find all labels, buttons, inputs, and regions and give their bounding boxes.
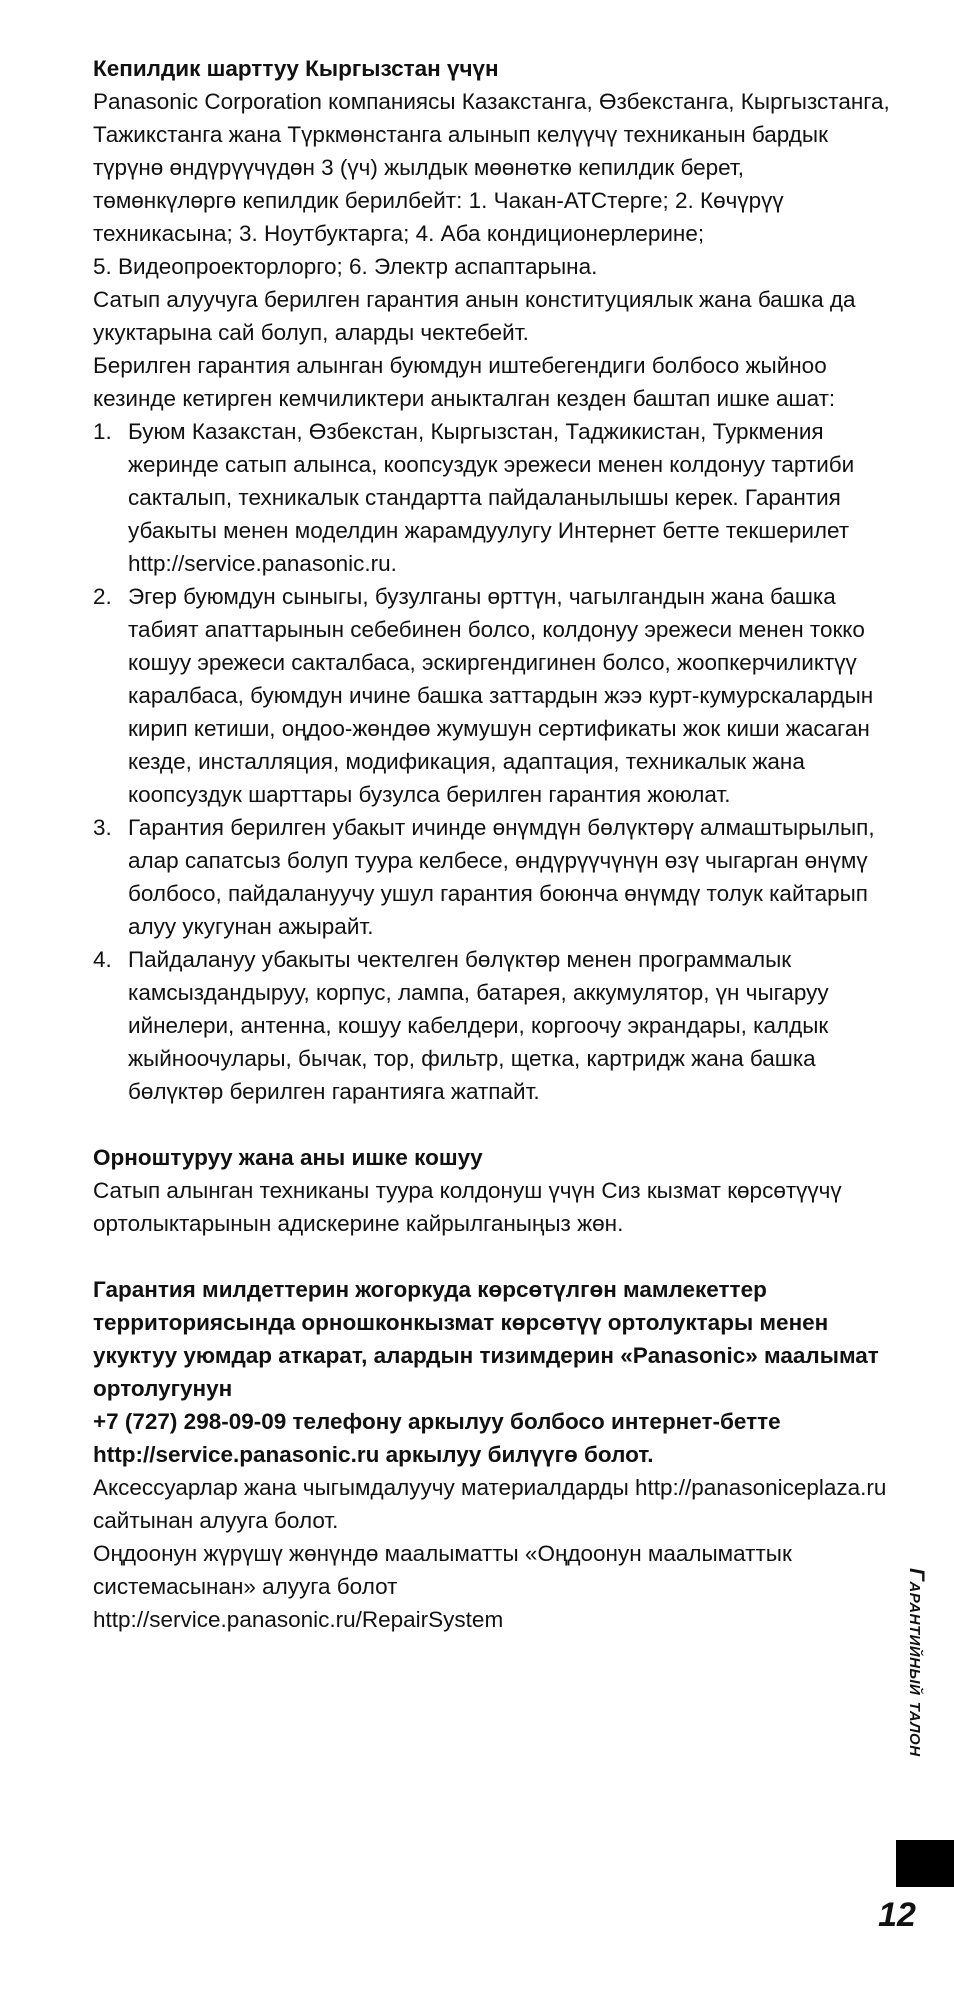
list-item-number: 1. xyxy=(93,419,112,444)
accessories-text: Аксессуарлар жана чыгымдалуучу материалдарды http://panasoniceplaza.ru сайтынан алууга болот. xyxy=(93,1475,887,1533)
repair-system-url: http://service.panasonic.ru/RepairSystem xyxy=(93,1607,504,1632)
list-item-number: 2. xyxy=(93,584,112,609)
repair-info-text: Оңдоонун жүрүшү жөнүндө маалыматты «Оңдоонун маалыматтык системасынан» алууга болот xyxy=(93,1541,792,1599)
list-item-text: Гарантия берилген убакыт ичинде өнүмдүн бөлүктөрү алмаштырылып, алар сапатсыз болуп туура келбесе, өндүрүүчүнүн өзү чыгарган өнүмү болбосо, пайдалануучу ушул гарантия боюнча өнүмдү толук кайтарып алуу укугунан ажырайт. xyxy=(128,815,875,939)
warranty-intro: Panasonic Corporation компаниясы Казакстанга, Өзбекстанга, Кыргызстанга, Тажикстанга жана Түркмөнстанга алынып келүүчү техниканын бардык түрүнө өндүрүүчүдөн 3 (үч) жылдык мөөнөтк​ө кепилдик берет, төмөнкүлөргө кепилдик берилбейт: 1. Чакан-АТСтерге; 2. Көчүрүү техникасына; 3. Ноутбуктарга; 4. Аба кондиционерлерине; xyxy=(93,89,890,246)
list-item-number: 3. xyxy=(93,815,112,840)
list-item-text: Эгер буюмдун сыныгы, бузулганы өрттүн, чагылгандын жана башка табият апаттарынын себебинен болсо, колдонуу эрежеси менен токко кошуу эрежеси сакталбаса, эскиргендигинен болсо, жоопкерчиликтүү каралбаса, буюмдун ичине башка заттардын жээ курт-кумурскалардын кирип кетиши, оңдоо-жөндөө жумушун сертификаты жок киши жасаган кезде, инсталляция, модификация, адаптация, техникалык жана коопсуздук шарттары бузулса берилген гарантия жоюлат. xyxy=(128,584,874,807)
list-item-text: Буюм Казакстан, Өзбекстан, Кыргызстан, Таджикистан, Туркмения жеринде сатып алынса, коопсуздук эрежеси менен колдонуу тартиби сакталып, техникалык стандартта пайдаланылышы керек. Гарантия убакыты менен моделдин жарамдуулугу Интернет бетте текшерилет http://service.panasonic.ru. xyxy=(128,419,855,576)
service-phone-text: +7 (727) 298-09-09 телефону аркылуу болбосо интернет-бетте http://service.panasonic.ru аркылуу билүүгө болот. xyxy=(93,1409,781,1467)
warranty-heading: Кепилдик шарттуу Кыргызстан үчүн xyxy=(93,56,499,81)
spacer xyxy=(93,1108,893,1141)
side-tab-label: Гарантийный талон xyxy=(905,1568,928,1757)
document-body xyxy=(93,52,893,1636)
warranty-rights: Сатып алуучуга берилген гарантия анын конституциялык жана башка да укуктарына сай болуп, аларды чектебейт. xyxy=(93,287,856,345)
side-tab xyxy=(900,1568,930,1838)
spacer xyxy=(93,1240,893,1273)
list-item xyxy=(93,580,893,811)
section-marker-block xyxy=(896,1840,954,1887)
list-item xyxy=(93,811,893,943)
warranty-intro-cont: 5. Видеопроекторлорго; 6. Электр аспаптарына. xyxy=(93,254,598,279)
list-item xyxy=(93,943,893,1108)
list-item-number: 4. xyxy=(93,947,112,972)
installation-heading: Орноштуруу жана аны ишке кошуу xyxy=(93,1145,483,1170)
list-item-text: Пайдалануу убакыты чектелген бөлүктөр менен программалык камсыздандыруу, корпус, лампа, батарея, аккумулятор, үн чыгаруу ийнелери, антенна, кошуу кабелдери, коргоочу экрандары, калдык жыйноочулары, бычак, тор, фильтр, щетка, картридж жана башка бөлүктөр берилген гарантияга жатпайт. xyxy=(128,947,829,1104)
page-number: 12 xyxy=(878,1896,916,1934)
service-centers-text: Гарантия милдеттерин жогоркуда көрсөтүлгөн мамлекеттер территориясында орношконкызмат көрсөтүү ортолуктары менен укуктуу уюмдар аткарат, алардын тизимдерин «Panasonic» маалымат ортолугунун xyxy=(93,1277,879,1401)
warranty-terms-list xyxy=(93,415,893,1108)
list-item xyxy=(93,415,893,580)
installation-text: Сатып алынган техниканы туура колдонуш үчүн Сиз кызмат көрсөтүүчү ортолыктарынын адискерине кайрылганыңыз жөн. xyxy=(93,1178,842,1236)
warranty-start: Берилген гарантия алынган буюмдун иштебегендиги болбосо жыйноо кезинде кетирген кемчиликтери аныкталган кезден баштап ишке ашат: xyxy=(93,353,836,411)
